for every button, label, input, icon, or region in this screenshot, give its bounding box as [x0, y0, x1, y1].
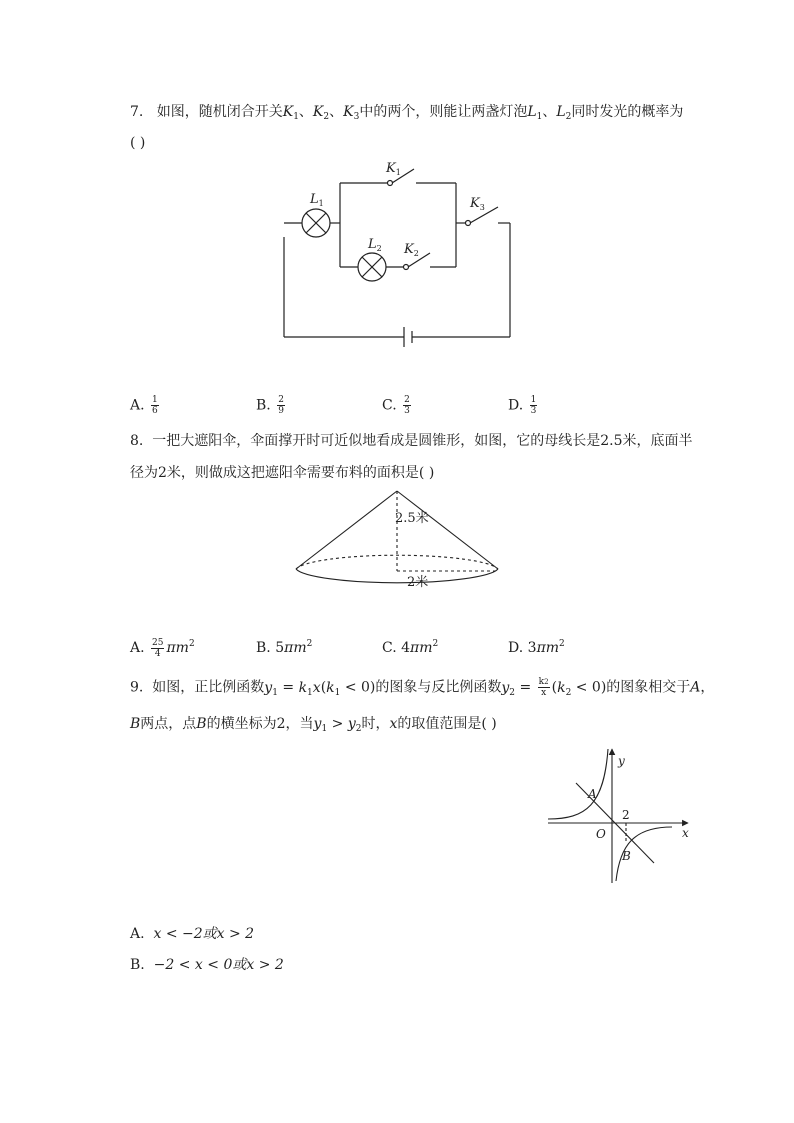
- q8-option-c[interactable]: C. $4\pi m^2$: [382, 639, 439, 656]
- fraction: $\frac{1}{3}$: [530, 395, 537, 416]
- fraction: $\frac{1}{6}$: [152, 395, 158, 416]
- q8-stem-line1: 8. 一把大遮阳伞，伞面撑开时可近似地看成是圆锥形，如图，它的母线长是2.5米，底面半: [130, 433, 693, 449]
- q9-number: 9.: [130, 679, 144, 696]
- fraction: $\frac{k2}{x}$: [538, 677, 549, 698]
- q7-circuit-diagram: [270, 155, 530, 355]
- fraction: $\frac{2}{9}$: [278, 395, 284, 416]
- q7-option-a[interactable]: A. $\frac{1}{6}$: [130, 395, 158, 416]
- svg-text:x: x: [682, 826, 689, 840]
- q8-stem-line2: 径为2米，则做成这把遮阳伞需要布料的面积是( ): [130, 465, 435, 481]
- svg-text:y: y: [618, 754, 625, 768]
- q8-option-a[interactable]: A. $\frac{25}{4}$ $\pi m^2$: [130, 637, 195, 659]
- q8-option-b[interactable]: B. $5\pi m^2$: [256, 639, 313, 656]
- q7-option-d[interactable]: D. $\frac{1}{3}$: [508, 395, 537, 416]
- q8-cone-diagram: [290, 485, 510, 595]
- svg-text:K1: $K_1$: [386, 161, 401, 177]
- svg-text:2米: 2米: [407, 575, 429, 590]
- q9-stem-line2: B两点，点B的横坐标为2，当$y_1 > y_2$时，x的取值范围是( ): [130, 716, 497, 734]
- q8-option-d[interactable]: D. $3\pi m^2$: [508, 639, 565, 656]
- q7-option-c[interactable]: C. $\frac{2}{3}$: [382, 395, 410, 416]
- q9-option-a[interactable]: A. x < −2或x > 2: [130, 926, 255, 942]
- q7-stem: 7. 如图，随机闭合开关$K_1$、$K_2$、$K_3$中的两个，则能让两盏灯泡$L_1$、$L_2$同时发光的概率为: [130, 104, 684, 122]
- q9-stem-line1: 9. 如图，正比例函数$y_1 = k_1x(k_1 < 0)$的图象与反比例函数$y_2$ = $\frac{k2}{x}$ $(k_2 < 0)$的图象相交于A，: [130, 677, 715, 698]
- fraction: $\frac{2}{3}$: [404, 395, 410, 416]
- q7-option-b[interactable]: B. $\frac{2}{9}$: [256, 395, 284, 416]
- q7-number: 7.: [130, 104, 144, 120]
- q9-option-b[interactable]: B. −2 < x < 0或x > 2: [130, 957, 284, 973]
- svg-text:K2: $K_2$: [404, 242, 419, 258]
- hyperbola-upper-left: [548, 749, 608, 819]
- fraction: $\frac{25}{4}$: [152, 637, 164, 659]
- svg-text:K3: $K_3$: [470, 196, 485, 212]
- svg-text:O: O: [596, 827, 606, 841]
- svg-text:L1: $L_1$: [310, 192, 324, 208]
- svg-text:B: B: [622, 849, 631, 863]
- svg-text:L2: $L_2$: [368, 237, 382, 253]
- q8-number: 8.: [130, 433, 144, 449]
- svg-text:2.5米: 2.5米: [395, 511, 429, 526]
- svg-text:A: A: [588, 787, 597, 801]
- q9-function-graph: [546, 745, 696, 885]
- svg-text:2: 2: [622, 808, 630, 822]
- q7-answer-paren: ( ): [130, 135, 146, 151]
